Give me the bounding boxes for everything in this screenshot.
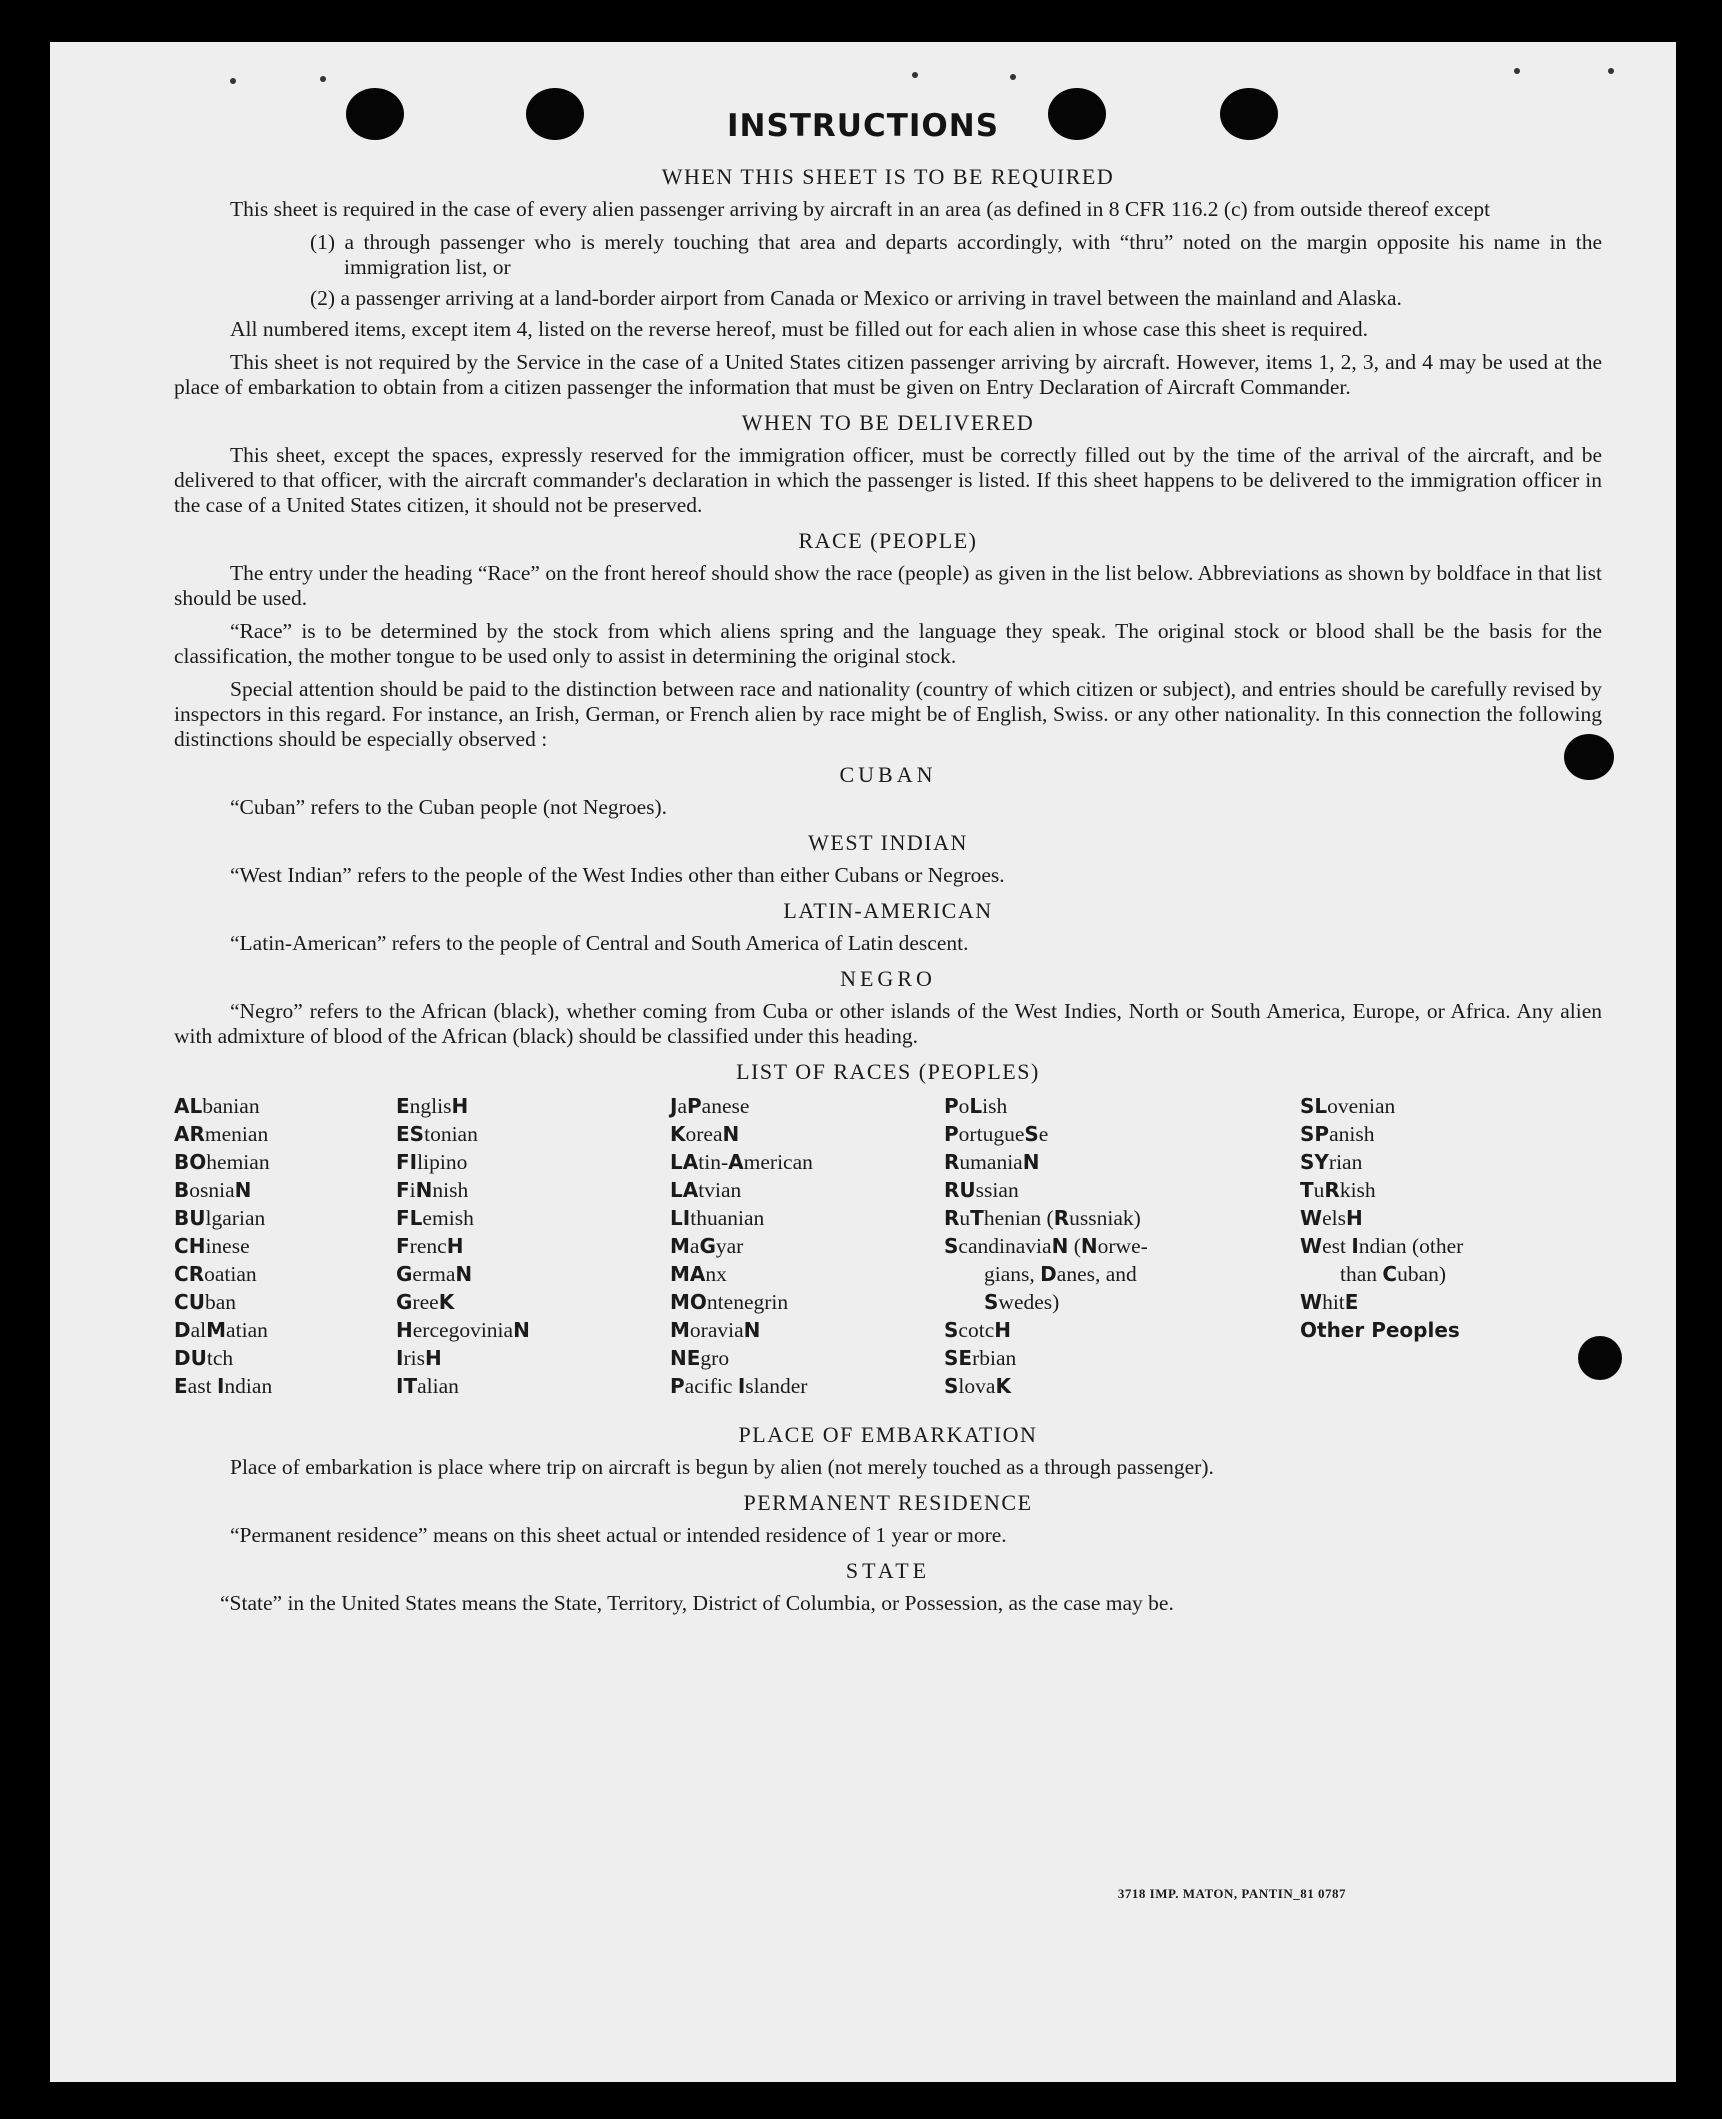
- race-column: [1300, 1092, 1463, 1344]
- race-entry: ALbanian: [174, 1094, 260, 1118]
- race-entry: GermaN: [396, 1262, 473, 1286]
- race-entry: WhitE: [1300, 1290, 1359, 1314]
- race-entry: ScandinaviaN (Norwe-: [944, 1234, 1148, 1258]
- race-entry: PoLish: [944, 1094, 1008, 1118]
- race-entry: RumaniaN: [944, 1150, 1040, 1174]
- paragraph: “Negro” refers to the African (black), whether coming from Cuba or other islands of the West Indies, North or South America, Europe, or Africa. Any alien with admixture of blood of the African (black) should be classified under this heading.: [174, 999, 1602, 1048]
- race-entry: LAtin-American: [670, 1150, 813, 1174]
- race-entry: RuThenian (Russniak): [944, 1206, 1141, 1230]
- paragraph: Special attention should be paid to the distinction between race and nationality (country of which citizen or subject), and entries should be carefully revised by inspectors in this regard. For instance, an Irish, German, or French alien by race might be of English, Swiss. or any other nationality. In this connection the following distinctions should be especially observed :: [174, 677, 1602, 751]
- race-entry: GreeK: [396, 1290, 455, 1314]
- race-entry: Pacific Islander: [670, 1374, 808, 1398]
- race-entry: gians, Danes, and: [984, 1262, 1137, 1286]
- race-column: [944, 1092, 1148, 1400]
- section-heading: NEGRO: [840, 966, 936, 991]
- race-entry: FLemish: [396, 1206, 474, 1230]
- section-heading: STATE: [845, 1558, 931, 1583]
- instructions-body: [174, 154, 1602, 1622]
- race-entry: KoreaN: [670, 1122, 740, 1146]
- race-entry: ITalian: [396, 1374, 459, 1398]
- paragraph: “West Indian” refers to the people of the West Indies other than either Cubans or Negroes.: [230, 863, 1005, 887]
- race-list: [174, 1092, 1602, 1412]
- race-entry: Swedes): [984, 1290, 1060, 1314]
- section-heading: WHEN TO BE DELIVERED: [741, 410, 1035, 435]
- race-entry: SErbian: [944, 1346, 1017, 1370]
- paragraph: “State” in the United States means the State, Territory, District of Columbia, or Possession, as the case may be.: [220, 1591, 1174, 1615]
- race-entry: BosniaN: [174, 1178, 252, 1202]
- printer-imprint: 3718 IMP. MATON, PANTIN_81 0787: [1117, 1886, 1346, 1901]
- race-entry: IrisH: [396, 1346, 442, 1370]
- race-entry: EnglisH: [396, 1094, 469, 1118]
- paragraph: “Latin-American” refers to the people of Central and South America of Latin descent.: [230, 931, 969, 955]
- paragraph: “Permanent residence” means on this sheet actual or intended residence of 1 year or more.: [230, 1523, 1007, 1547]
- race-entry: ScotcH: [944, 1318, 1011, 1342]
- speck: [320, 76, 326, 82]
- document-sheet: [50, 42, 1676, 2082]
- section-heading: CUBAN: [839, 762, 937, 787]
- race-entry: NEgro: [670, 1346, 730, 1370]
- race-entry: East Indian: [174, 1374, 273, 1398]
- paragraph: Place of embarkation is place where trip on aircraft is begun by alien (not merely touched as a through passenger).: [230, 1455, 1214, 1479]
- paragraph: “Cuban” refers to the Cuban people (not Negroes).: [230, 795, 668, 819]
- race-entry: RUssian: [944, 1178, 1019, 1202]
- paragraph: All numbered items, except item 4, listed on the reverse hereof, must be filled out for each alien in whose case this sheet is required.: [230, 317, 1368, 341]
- section-heading: PERMANENT RESIDENCE: [743, 1490, 1033, 1515]
- race-entry: WelsH: [1300, 1206, 1363, 1230]
- paragraph: This sheet is required in the case of every alien passenger arriving by aircraft in an area (as defined in 8 CFR 116.2 (c) from outside thereof except: [230, 197, 1491, 221]
- list-item: (2) a passenger arriving at a land-border airport from Canada or Mexico or arriving in travel between the mainland and Alaska.: [310, 286, 1402, 310]
- race-entry: MOntenegrin: [670, 1290, 789, 1314]
- race-entry: West Indian (other: [1300, 1234, 1464, 1258]
- speck: [1608, 68, 1614, 74]
- list-item: (1) a through passenger who is merely touching that area and departs accordingly, with “thru” noted on the margin opposite his name in the immigration list, or: [310, 230, 1602, 279]
- race-entry: EStonian: [396, 1122, 478, 1146]
- race-entry: SLovenian: [1300, 1094, 1396, 1118]
- race-entry: FrencH: [396, 1234, 464, 1258]
- paragraph: This sheet is not required by the Service in the case of a United States citizen passenger arriving by aircraft. However, items 1, 2, 3, and 4 may be used at the place of embarkation to obtain from a citizen passenger the information that must be given on Entry Declaration of Aircraft Commander.: [174, 350, 1602, 399]
- race-entry: FiNnish: [396, 1178, 469, 1202]
- speck: [1010, 74, 1016, 80]
- race-entry: ARmenian: [174, 1122, 269, 1146]
- section-heading: WEST INDIAN: [808, 830, 968, 855]
- race-entry: HercegoviniaN: [396, 1318, 530, 1342]
- section-heading: LATIN-AMERICAN: [783, 898, 993, 923]
- race-entry: CRoatian: [174, 1262, 257, 1286]
- page-title: INSTRUCTIONS: [726, 108, 1000, 144]
- race-entry: CHinese: [174, 1234, 250, 1258]
- race-column: [174, 1092, 272, 1400]
- race-entry: TuRkish: [1300, 1178, 1376, 1202]
- race-column: [670, 1092, 813, 1400]
- race-entry: LIthuanian: [670, 1206, 765, 1230]
- race-entry: LAtvian: [670, 1178, 742, 1202]
- race-entry: FIlipino: [396, 1150, 468, 1174]
- speck: [1514, 68, 1520, 74]
- race-entry: than Cuban): [1340, 1262, 1447, 1286]
- race-entry: DUtch: [174, 1346, 234, 1370]
- race-column: [396, 1092, 530, 1400]
- section-heading: WHEN THIS SHEET IS TO BE REQUIRED: [661, 164, 1115, 189]
- section-heading: RACE (PEOPLE): [798, 528, 978, 553]
- race-entry: MoraviaN: [670, 1318, 761, 1342]
- speck: [230, 78, 236, 84]
- race-entry: BUlgarian: [174, 1206, 266, 1230]
- race-entry: SlovaK: [944, 1374, 1011, 1398]
- race-entry: BOhemian: [174, 1150, 270, 1174]
- race-entry: SPanish: [1300, 1122, 1375, 1146]
- speck: [912, 72, 918, 78]
- paragraph: The entry under the heading “Race” on the front hereof should show the race (people) as given in the list below. Abbreviations as shown by boldface in that list should be used.: [174, 561, 1602, 610]
- section-heading: PLACE OF EMBARKATION: [738, 1422, 1038, 1447]
- race-entry: SYrian: [1300, 1150, 1363, 1174]
- race-entry: CUban: [174, 1290, 236, 1314]
- race-entry: MaGyar: [670, 1234, 744, 1258]
- race-entry: DalMatian: [174, 1318, 268, 1342]
- race-entry: MAnx: [670, 1262, 727, 1286]
- race-entry: JaPanese: [670, 1094, 750, 1118]
- section-heading: LIST OF RACES (PEOPLES): [736, 1059, 1040, 1084]
- paragraph: This sheet, except the spaces, expressly reserved for the immigration officer, must be correctly filled out by the time of the arrival of the aircraft, and be delivered to that officer, with the aircraft commander's declaration in which the passenger is listed. If this sheet happens to be delivered to the immigration officer in the case of a United States citizen, it should not be preserved.: [174, 443, 1602, 517]
- paragraph: “Race” is to be determined by the stock from which aliens spring and the language they speak. The original stock or blood shall be the basis for the classification, the mother tongue to be used only to assist in determining the original stock.: [174, 619, 1602, 668]
- race-entry: PortugueSe: [944, 1122, 1049, 1146]
- race-entry: Other Peoples: [1300, 1318, 1460, 1342]
